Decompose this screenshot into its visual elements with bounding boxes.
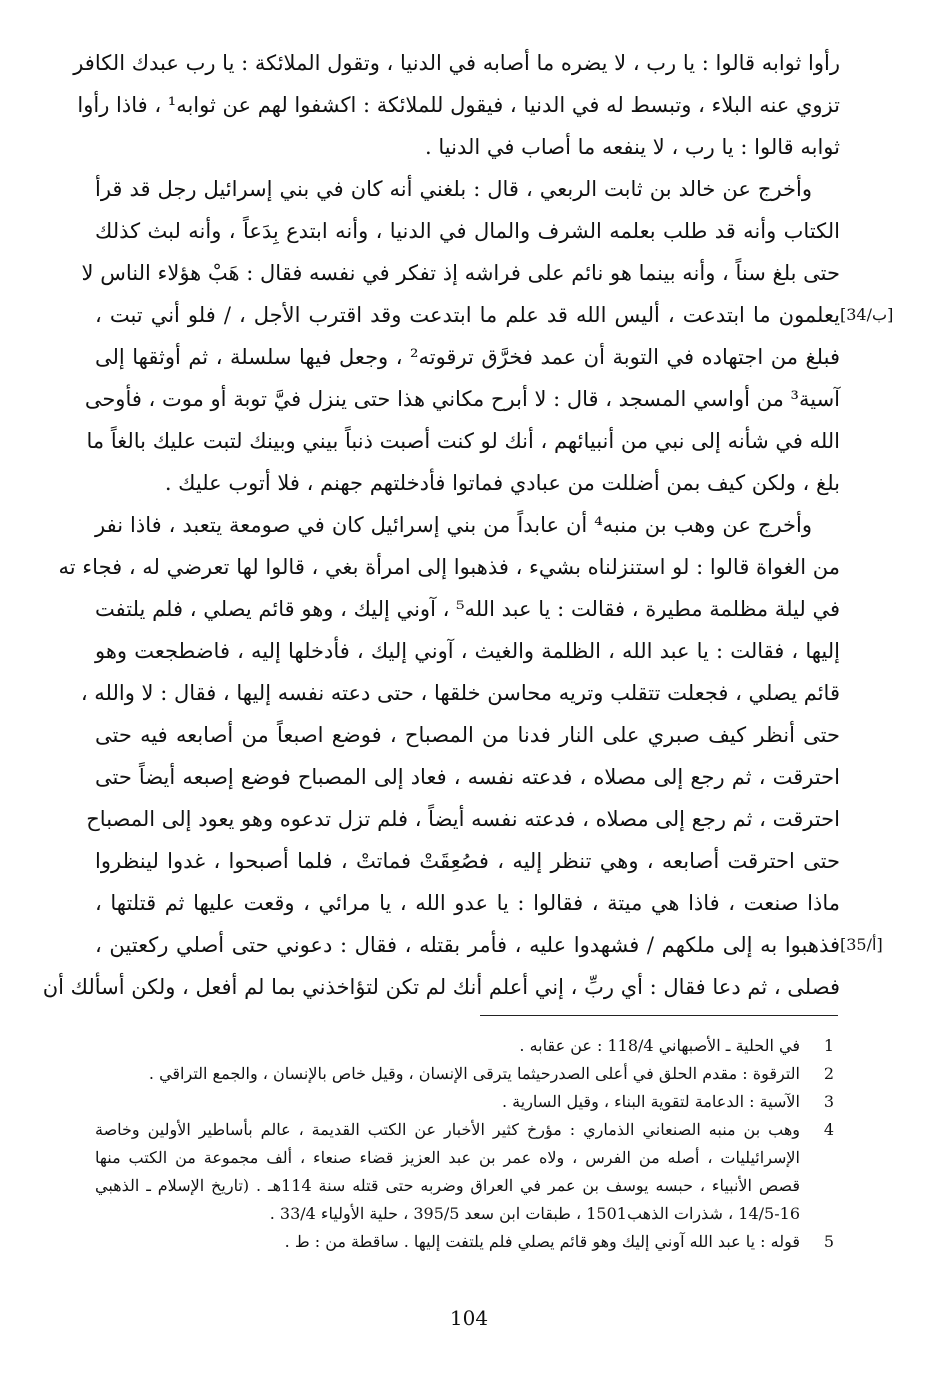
- footnote-number: 3: [823, 1092, 835, 1111]
- text-line: حتى أنظر كيف صبري على النار فدنا من المصباح ، فوضع اصبعاً من أصابعه فيه حتى: [95, 723, 840, 747]
- text-line: آسية³ من أواسي المسجد ، قال : لا أبرح مكاني هذا حتى ينزل فيَّ توبة أو موت ، فأوحى: [84, 387, 840, 411]
- footnote-number: 1: [823, 1036, 835, 1055]
- footnote: [95, 1228, 840, 1256]
- text-line: في ليلة مظلمة مطيرة ، فقالت : يا عبد الله⁵ ، آوني إليك ، وهو قائم يصلي ، فلم يلتفت: [95, 597, 840, 621]
- text-line: ماذا صنعت ، فاذا هي ميتة ، فقالوا : يا عدو الله ، يا مرائي ، وقعت عليها ثم قتلتها ،: [95, 891, 841, 915]
- margin-folio-ref-34b: [34/ب]: [840, 305, 894, 324]
- text-line: حتى بلغ سناً ، وأنه بينما هو نائم على فراشه إذ تفكر في نفسه فقال : هَبْ هؤلاء الناس لا: [81, 261, 840, 285]
- text-line: من الغواة قالوا : لو استنزلناه بشيء ، فذهبوا إلى امرأة بغي ، قالوا لها تعرضي له ، فجاء ته: [58, 555, 840, 579]
- text-line: قائم يصلي ، فجعلت تتقلب وتريه محاسن خلقها ، حتى دعته نفسه إليها ، فقال : لا والله ،: [80, 681, 840, 705]
- footnote: [95, 1060, 840, 1088]
- footnote-separator: [480, 1015, 838, 1016]
- margin-folio-ref-35a: [35/أ]: [840, 935, 883, 954]
- text-line: احترقت ، ثم رجع إلى مصلاه ، فدعته نفسه ، فعاد إلى المصباح فوضع إصبعه أيضاً حتى: [95, 765, 840, 789]
- footnote-text: في الحلية ـ الأصبهاني 118/4 : عن عقابه .: [519, 1036, 800, 1055]
- main-text: [42, 42, 841, 1008]
- footnote-text: وهب بن منبه الصنعاني الذماري : مؤرخ كثير الأخبار عن الكتب القديمة ، عالم بأساطير الأولين وخاصة: [95, 1120, 800, 1139]
- text-line: الكتاب وأنه قد طلب بعلمه الشرف والمال في الدنيا ، وأنه ابتدع بِدَعاً ، وأنه لبث كذلك: [95, 219, 840, 243]
- footnote-text: 14/5-16 ، شذرات الذهب1501 ، طبقات ابن سعد 395/5 ، حلية الأولياء 33/4 .: [269, 1204, 800, 1223]
- text-line: بلغ ، ولكن كيف بمن أضللت من عبادي فماتوا فأدخلتهم جهنم ، فلا أتوب عليك .: [164, 471, 840, 495]
- text-line: فصلى ، ثم دعا فقال : أي ربِّ ، إني أعلم أنك لم تكن لتؤاخذني بما لم أفعل ، ولكن أسألك أن: [42, 975, 840, 999]
- footnote-text: الترقوة : مقدم الحلق في أعلى الصدرحيثما يترقى الإنسان ، وقيل خاص بالإنسان ، والجمع التراقي .: [148, 1064, 800, 1083]
- page-number: 104: [449, 1306, 489, 1330]
- text-line: فذهبوا به إلى ملكهم / فشهدوا عليه ، فأمر بقتله ، فقال : دعوني حتى أصلي ركعتين ،: [95, 933, 840, 957]
- text-line: إليها ، فقالت : يا عبد الله ، الظلمة والغيث ، آوني إليك ، فأدخلها إليه ، فاضطجعت وهو: [95, 639, 840, 663]
- footnote-number: 5: [823, 1232, 835, 1251]
- text-line: ثوابه قالوا : يا رب ، لا ينفعه ما أصاب في الدنيا .: [425, 135, 840, 159]
- footnote-text: قصص الأنبياء ، حبسه يوسف بن عمر في العراق وضربه حتى قتله سنة 114هـ . (تاريخ الإسلام ـ الذهبي: [95, 1176, 801, 1195]
- footnote-text: قوله : يا عبد الله آوني إليك وهو قائم يصلي فلم يلتفت إليها . ساقطة من : ط .: [284, 1232, 800, 1251]
- text-line: الله في شأنه إلى نبي من أنبيائهم ، أنك لو كنت أصبت ذنباً بيني وبينك لتبت عليك بالغاً ما: [86, 429, 840, 453]
- footnote-text: الإسرائيليات ، أصله من الفرس ، ولاه عمر بن عبد العزيز قضاء صنعاء ، ألف مجموعة من الكتب منها: [95, 1148, 800, 1167]
- text-line: وأخرج عن خالد بن ثابت الربعي ، قال : بلغني أنه كان في بني إسرائيل رجل قد قرأ: [95, 177, 812, 201]
- text-line: وأخرج عن وهب بن منبه⁴ أن عابداً من بني إسرائيل كان في صومعة يتعبد ، فاذا نفر: [95, 513, 812, 537]
- footnote-number: 4: [823, 1120, 835, 1139]
- footnote: [95, 1116, 840, 1228]
- footnote: [95, 1088, 840, 1116]
- footnote: [95, 1032, 840, 1060]
- text-line: فبلغ من اجتهاده في التوبة أن عمد فخرَّق ترقوته² ، وجعل فيها سلسلة ، ثم أوثقها إلى: [95, 345, 841, 369]
- text-line: حتى احترقت أصابعه ، وهي تنظر إليه ، فصُعِقَتْ فماتتْ ، فلما أصبحوا ، غدوا لينظروا: [95, 849, 840, 873]
- text-line: احترقت ، ثم رجع إلى مصلاه ، فدعته نفسه أيضاً ، فلم تزل تدعوه وهو يعود إلى المصباح: [86, 807, 840, 831]
- text-line: يعلمون ما ابتدعت ، أليس الله قد علم ما ابتدعت وقد اقترب الأجل ، / فلو أني تبت ،: [95, 303, 840, 327]
- text-line: رأوا ثوابه قالوا : يا رب ، لا يضره ما أصابه في الدنيا ، وتقول الملائكة : يا رب عبدك الكافر: [73, 51, 840, 75]
- text-line: تزوي عنه البلاء ، وتبسط له في الدنيا ، فيقول للملائكة : اكشفوا لهم عن ثوابه¹ ، فاذا رأوا: [77, 93, 840, 117]
- footnote-number: 2: [823, 1064, 835, 1083]
- footnote-text: الآسية : الدعامة لتقوية البناء ، وقيل السارية .: [501, 1092, 800, 1111]
- footnotes: [95, 1032, 840, 1256]
